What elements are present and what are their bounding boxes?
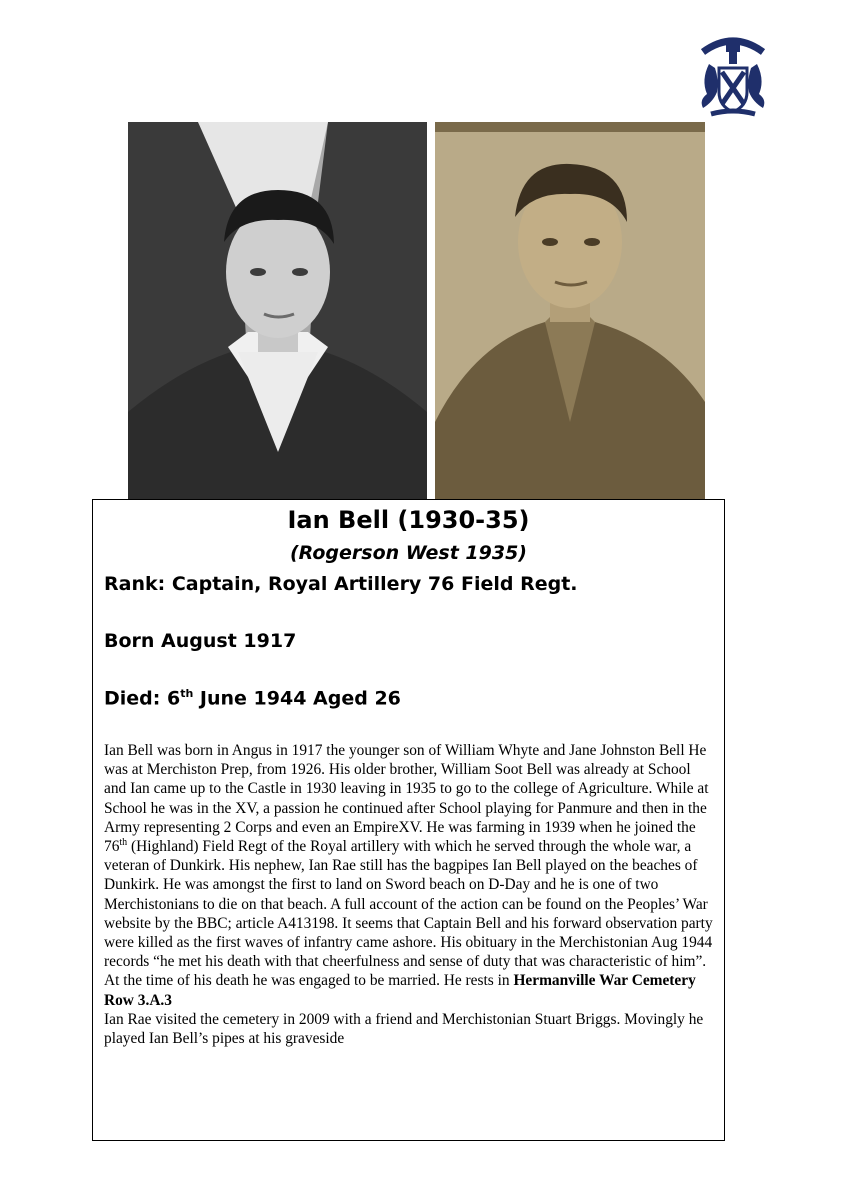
school-portrait-photo <box>128 122 427 502</box>
school-crest-logo <box>693 34 773 120</box>
born-line: Born August 1917 <box>104 630 297 652</box>
uniform-portrait-photo <box>435 122 705 502</box>
biography-card <box>92 499 725 1141</box>
cemetery-name: Hermanville War Cemetery Row 3.A.3 <box>104 972 696 1009</box>
rank-line: Rank: Captain, Royal Artillery 76 Field Regt. <box>104 573 578 595</box>
house-subtitle: (Rogerson West 1935) <box>290 542 527 564</box>
died-line: Died: 6th June 1944 Aged 26 <box>104 687 401 710</box>
page-title: Ian Bell (1930-35) <box>287 506 530 534</box>
biography-text: Ian Bell was born in Angus in 1917 the younger son of William Whyte and Jane Johnston Bell He was at Merchiston Prep, from 1926. His older brother, William Soot Bell was already at School and Ian came up to the Castle in 1930 leaving in 1935 to go to the college of Agriculture. While at School he was in the XV, a passion he continued after School playing for Panmure and then in the Army representing 2 Corps and even an EmpireXV. He was farming in 1939 when he joined the 76th (Highland) Field Regt of the Royal artillery with which he served through the whole war, a veteran of Dunkirk. His nephew, Ian Rae still has the bagpipes Ian Bell played on the beaches of Dunkirk. He was amongst the first to land on Sword beach on D-Day and he is one of two Merchistonians to die on that beach. A full account of the action can be found on the Peoples’ War website by the BBC; article A413198. It seems that Captain Bell and his forward observation party were killed as the first waves of infantry came ashore. His obituary in the Merchistonian Aug 1944 records “he met his death with that cheerfulness and sense of duty that was characteristic of him”. At the time of his death he was engaged to be married. He rests in Hermanville War Cemetery Row 3.A.3 Ian Rae visited the cemetery in 2009 with a friend and Merchistonian Stuart Briggs. Movingly he played Ian Bell’s pipes at his graveside <box>104 742 713 1048</box>
